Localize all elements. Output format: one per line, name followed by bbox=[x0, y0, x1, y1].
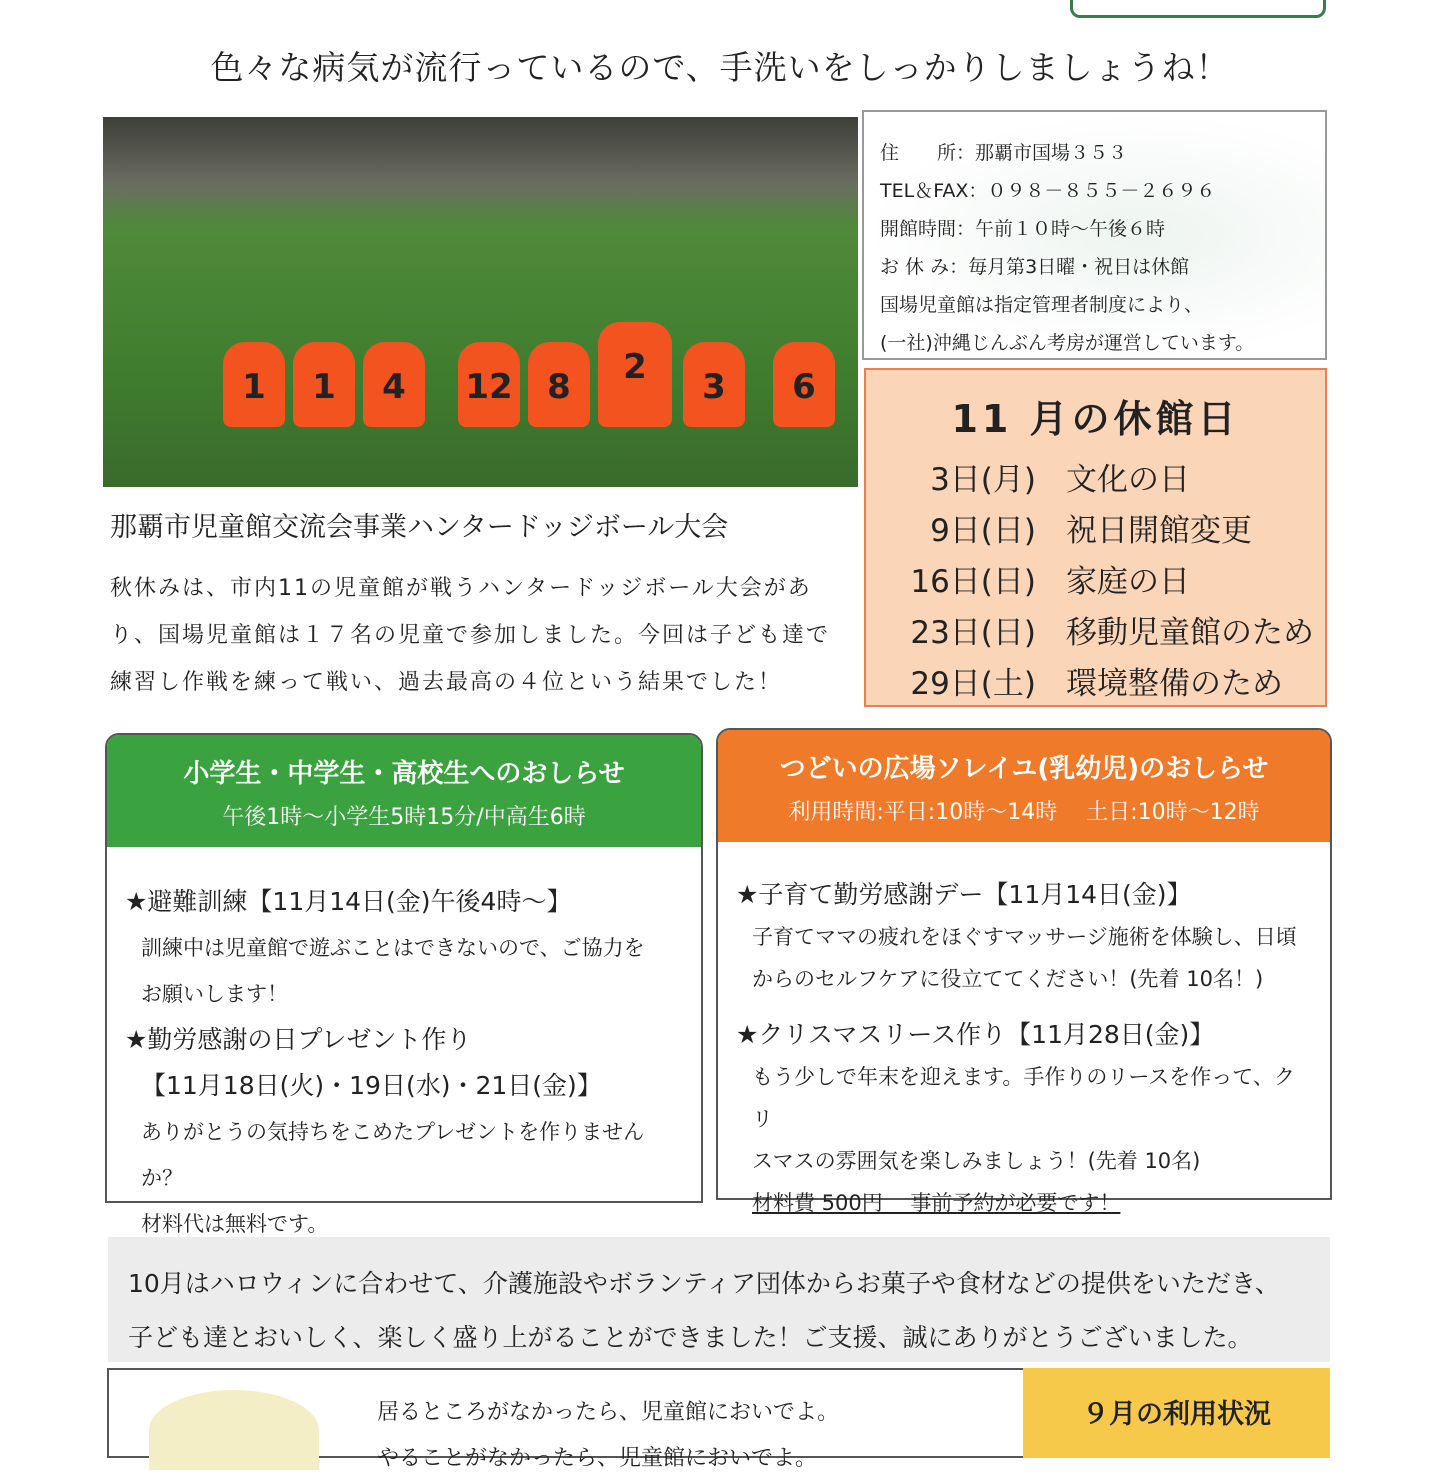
thanks-banner bbox=[108, 1237, 1330, 1362]
bib-number: 8 bbox=[547, 367, 571, 407]
event-text: もう少しで年末を迎えます。手作りのリースを作って、クリ bbox=[752, 1065, 1295, 1131]
closed-day-row bbox=[866, 502, 1325, 553]
opening-hours: 開館時間：午前１０時～午後６時 bbox=[880, 218, 1166, 240]
event-text: 材料代は無料です。 bbox=[141, 1212, 329, 1236]
event-text: ありがとうの気持ちをこめたプレゼントを作りませんか？ bbox=[141, 1120, 645, 1190]
event-heading: ★勤労感謝の日プレゼント作り bbox=[125, 1025, 472, 1054]
event-dates: 【11月18日(火)・19日(水)・21日(金)】 bbox=[141, 1071, 602, 1100]
students-hours: 午後1時～小学生5時15分/中高生6時 bbox=[222, 805, 586, 830]
closed-day-row bbox=[866, 451, 1325, 502]
story-line: 秋休みは、市内11の児童館が戦うハンタードッジボール大会があ bbox=[110, 576, 812, 601]
date: 23日(日) bbox=[910, 615, 1036, 651]
headline: 色々な病気が流行っているので、手洗いをしっかりしましょうね！ bbox=[210, 48, 1230, 87]
date: 9日(日) bbox=[930, 513, 1036, 549]
bib-number: 1 bbox=[242, 367, 266, 407]
students-notice bbox=[105, 733, 703, 1236]
child bbox=[293, 342, 355, 427]
dodgeball-photo bbox=[103, 117, 858, 487]
date: 3日(月) bbox=[930, 462, 1036, 498]
event-text: 子育てママの疲れをほぐすマッサージ施術を体験し、日頃 bbox=[752, 925, 1297, 949]
infants-header bbox=[718, 730, 1330, 842]
story-text bbox=[110, 565, 850, 706]
reason: 移動児童館のため bbox=[1066, 615, 1314, 651]
event-text: 材料費 500円 事前予約が必要です！ bbox=[752, 1191, 1121, 1215]
bib-number: 12 bbox=[465, 367, 513, 407]
closed-day-row bbox=[866, 655, 1325, 706]
header-frame bbox=[1070, 0, 1326, 18]
photo-caption: 那覇市児童館交流会事業ハンタードッジボール大会 bbox=[110, 512, 729, 543]
child bbox=[363, 342, 425, 427]
contact-info bbox=[862, 110, 1327, 360]
bib-number: 3 bbox=[702, 367, 726, 407]
child bbox=[458, 342, 520, 427]
child bbox=[598, 322, 672, 427]
students-header bbox=[107, 735, 701, 847]
date: 16日(日) bbox=[910, 564, 1036, 600]
event-heading: ★クリスマスリース作り【11月28日(金)】 bbox=[736, 1020, 1215, 1049]
management-note: (一社)沖縄じんぶん考房が運営しています。 bbox=[880, 332, 1255, 354]
holidays: お 休 み：毎月第3日曜・祝日は休館 bbox=[880, 256, 1190, 278]
event-text: からのセルフケアに役立ててください！(先着 10名！) bbox=[752, 967, 1264, 991]
banner-line: 10月はハロウィンに合わせて、介護施設やボランティア団体からお菓子や食材などの提供をいただき、 bbox=[128, 1269, 1280, 1298]
date: 29日(土) bbox=[910, 666, 1036, 702]
infants-title: つどいの広場ソレイユ(乳幼児)のおしらせ bbox=[779, 754, 1269, 784]
event-text: お願いします！ bbox=[141, 982, 288, 1006]
reason: 文化の日 bbox=[1066, 462, 1190, 498]
closed-day-row bbox=[866, 553, 1325, 604]
infants-hours: 利用時間:平日:10時～14時 土日:10時～12時 bbox=[788, 800, 1260, 825]
story-line: 練習し作戦を練って戦い、過去最高の４位という結果でした！ bbox=[110, 670, 783, 695]
story-line: り、国場児童館は１７名の児童で参加しました。今回は子ども達で bbox=[110, 623, 831, 648]
event-heading: ★子育て勤労感謝デー【11月14日(金)】 bbox=[736, 880, 1192, 909]
bib-number: 6 bbox=[792, 367, 816, 407]
child bbox=[683, 342, 745, 427]
closed-days-box bbox=[864, 368, 1327, 707]
poem-line: やることがなかったら、児童館においでよ。 bbox=[377, 1446, 818, 1471]
illustration bbox=[149, 1390, 319, 1470]
poem-line: 居るところがなかったら、児童館においでよ。 bbox=[377, 1400, 840, 1425]
students-title: 小学生・中学生・高校生へのおしらせ bbox=[183, 759, 625, 789]
usage-title: ９月の利用状況 bbox=[1023, 1368, 1330, 1458]
reason: 環境整備のため bbox=[1066, 666, 1283, 702]
event-text: スマスの雰囲気を楽しみましょう！(先着 10名) bbox=[752, 1149, 1201, 1173]
reason: 祝日開館変更 bbox=[1066, 513, 1252, 549]
management-note: 国場児童館は指定管理者制度により、 bbox=[880, 294, 1204, 316]
bib-number: 2 bbox=[623, 347, 647, 387]
banner-line: 子ども達とおいしく、楽しく盛り上がることができました！ご支援、誠にありがとうございました。 bbox=[128, 1323, 1253, 1352]
event-heading: ★避難訓練【11月14日(金)午後4時～】 bbox=[125, 887, 572, 916]
child bbox=[528, 342, 590, 427]
bib-number: 4 bbox=[382, 367, 406, 407]
child bbox=[773, 342, 835, 427]
child bbox=[223, 342, 285, 427]
poem-box bbox=[107, 1368, 1075, 1471]
infants-notice bbox=[716, 728, 1332, 1215]
closed-day-row bbox=[866, 604, 1325, 655]
closed-days-title: 11 月の休館日 bbox=[951, 397, 1240, 441]
tel-fax: TEL＆FAX：０９８－８５５－２６９６ bbox=[880, 180, 1216, 202]
bib-number: 1 bbox=[312, 367, 336, 407]
address: 住 所：那覇市国場３５３ bbox=[880, 142, 1128, 164]
event-text: 訓練中は児童館で遊ぶことはできないので、ご協力を bbox=[141, 936, 645, 960]
reason: 家庭の日 bbox=[1066, 564, 1190, 600]
